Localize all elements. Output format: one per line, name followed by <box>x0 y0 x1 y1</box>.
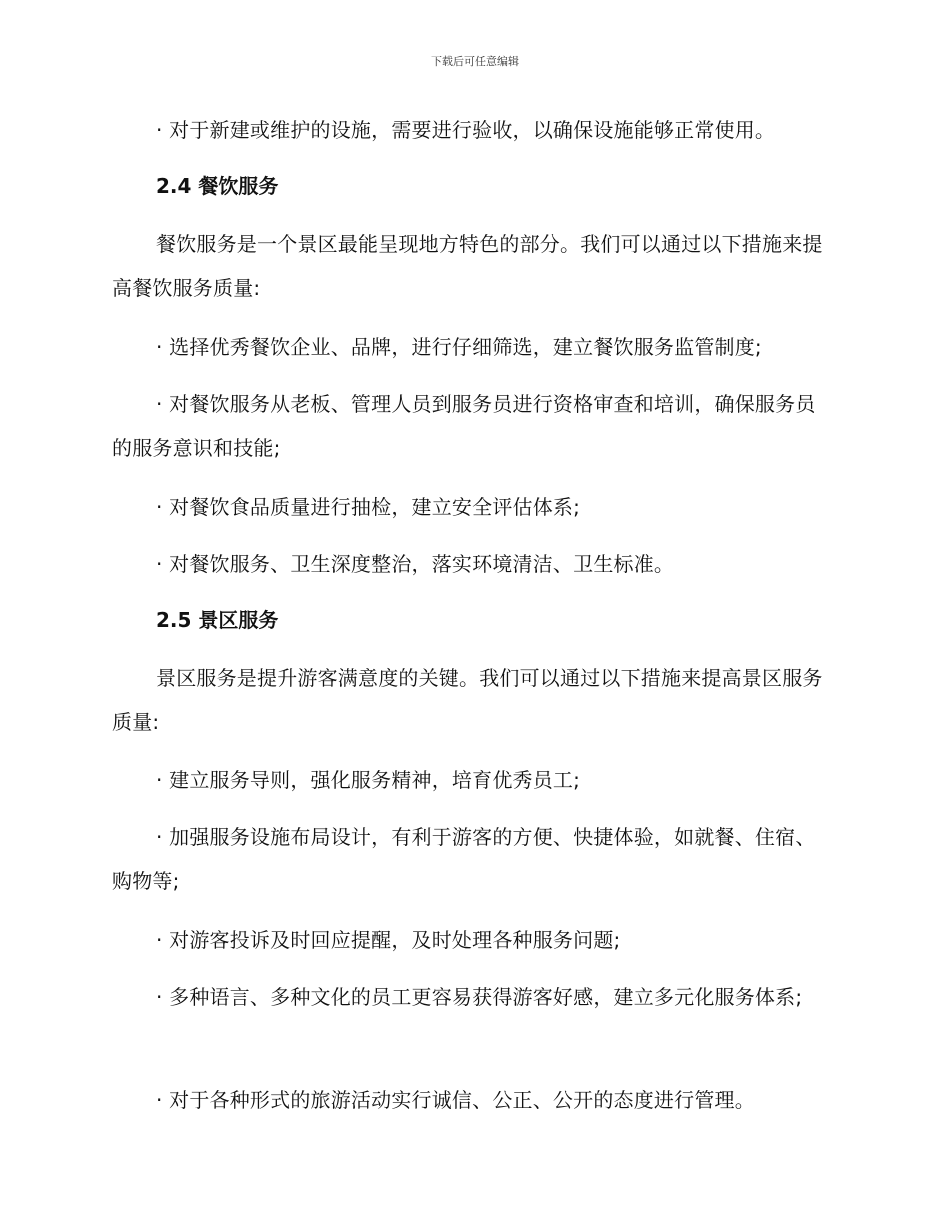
bullet-hygiene-standards: · 对餐饮服务、卫生深度整治，落实环境清洁、卫生标准。 <box>156 552 675 576</box>
bullet-food-inspection: · 对餐饮食品质量进行抽检，建立安全评估体系; <box>156 495 581 519</box>
bullet-multicultural-staff: · 多种语言、多种文化的员工更容易获得游客好感，建立多元化服务体系; <box>156 985 803 1009</box>
section-heading-2-5: 2.5 景区服务 <box>156 608 279 632</box>
paragraph-catering-intro: 餐饮服务是一个景区最能呈现地方特色的部分。我们可以通过以下措施来提高餐饮服务质量: <box>112 232 823 300</box>
bullet-facility-layout: · 加强服务设施布局设计，有利于游客的方便、快捷体验，如就餐、住宿、购物等; <box>112 825 816 893</box>
page-header-note: 下载后可任意编辑 <box>431 55 519 68</box>
section-heading-2-4: 2.4 餐饮服务 <box>156 174 279 198</box>
bullet-service-guidelines: · 建立服务导则，强化服务精神，培育优秀员工; <box>156 768 581 792</box>
bullet-complaint-response: · 对游客投诉及时回应提醒，及时处理各种服务问题; <box>156 928 621 952</box>
bullet-integrity-management: · 对于各种形式的旅游活动实行诚信、公正、公开的态度进行管理。 <box>156 1088 755 1112</box>
bullet-catering-selection: · 选择优秀餐饮企业、品牌，进行仔细筛选，建立餐饮服务监管制度; <box>156 335 762 359</box>
paragraph-scenic-intro: 景区服务是提升游客满意度的关键。我们可以通过以下措施来提高景区服务质量: <box>112 666 823 734</box>
bullet-facility-acceptance: · 对于新建或维护的设施，需要进行验收，以确保设施能够正常使用。 <box>156 118 776 142</box>
bullet-catering-training: · 对餐饮服务从老板、管理人员到服务员进行资格审查和培训，确保服务员的服务意识和技能; <box>112 392 816 460</box>
